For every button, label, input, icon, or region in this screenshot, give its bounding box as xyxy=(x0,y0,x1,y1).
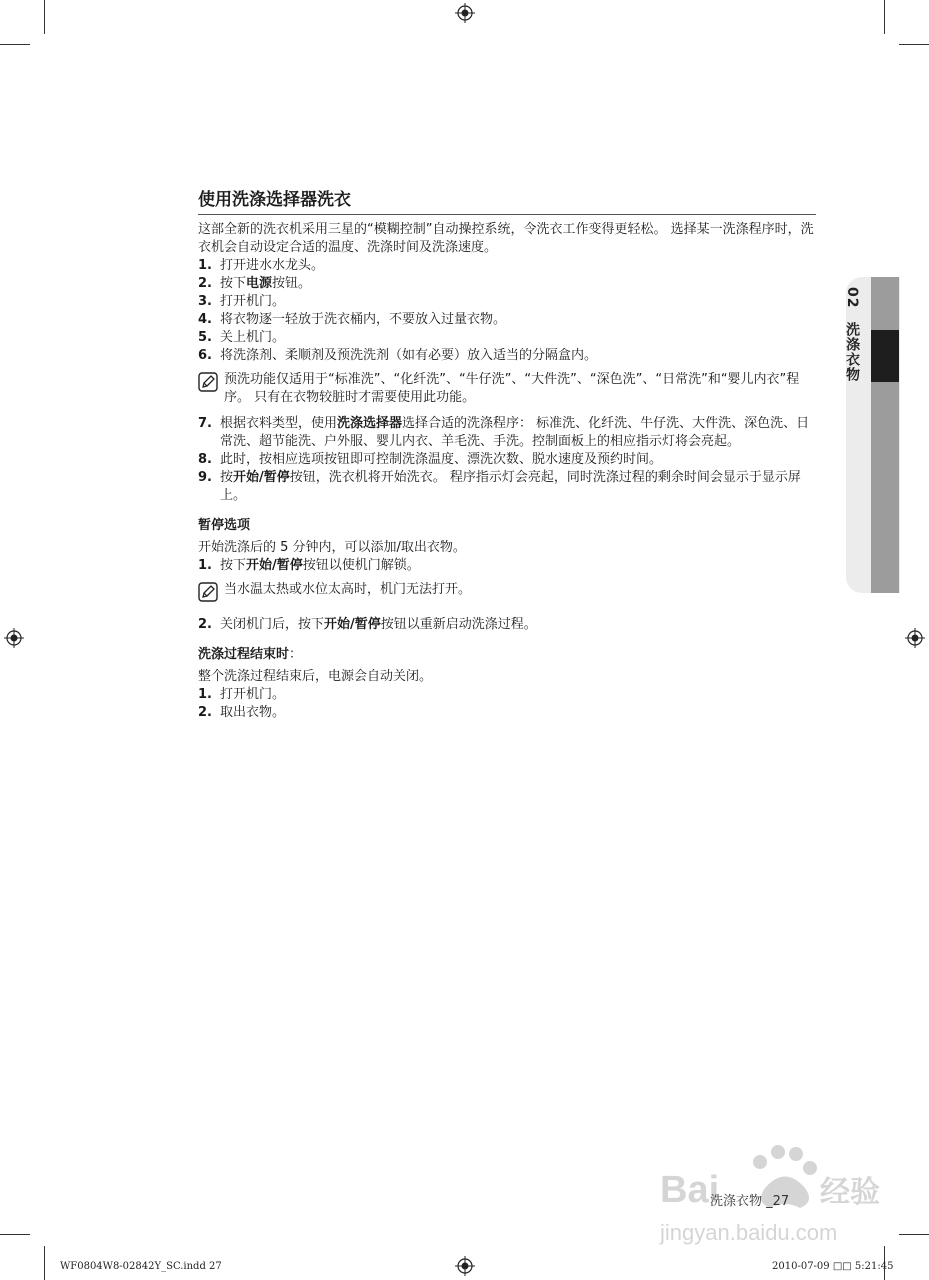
crop-mark xyxy=(44,1246,45,1280)
chapter-number: 02 xyxy=(844,287,860,309)
list-item: 1. 打开机门。 xyxy=(198,687,286,702)
list-item: 8. 此时，按相应选项按钮即可控制洗涤温度、漂洗次数、脱水速度及预约时间。 xyxy=(198,452,663,467)
registration-mark-icon xyxy=(905,628,925,648)
crop-mark xyxy=(884,0,885,34)
list-item: 3. 打开机门。 xyxy=(198,294,286,309)
crop-mark xyxy=(0,44,30,45)
registration-mark-icon xyxy=(455,1256,475,1276)
list-item: 2. 关闭机门后，按下开始/暂停按钮以重新启动洗涤过程。 xyxy=(198,617,537,632)
crop-mark xyxy=(44,0,45,34)
list-item: 1. 按下开始/暂停按钮以使机门解锁。 xyxy=(198,558,420,573)
list-item: 2. 按下电源按钮。 xyxy=(198,276,312,291)
note-box xyxy=(198,371,816,407)
section-title: 使用洗涤选择器洗衣 xyxy=(198,188,816,215)
crop-mark xyxy=(899,1234,929,1235)
list-item: 1. 打开进水水龙头。 xyxy=(198,258,325,273)
steps-list xyxy=(198,257,816,365)
crop-mark xyxy=(899,44,929,45)
svg-text:Bai: Bai xyxy=(660,1169,720,1211)
note-text: 当水温太热或水位太高时，机门无法打开。 xyxy=(224,582,472,597)
chapter-title: 洗涤衣物 xyxy=(844,322,860,383)
side-tab-strip xyxy=(871,277,899,593)
crop-mark xyxy=(0,1234,30,1235)
side-tab-marker xyxy=(871,330,899,382)
main-content xyxy=(198,188,816,722)
pause-heading: 暂停选项 xyxy=(198,518,251,533)
list-item: 2. 取出衣物。 xyxy=(198,705,286,720)
finish-heading: 洗涤过程结束时： xyxy=(198,647,303,662)
note-pencil-icon xyxy=(198,581,224,608)
list-item: 9. 按开始/暂停按钮，洗衣机将开始洗衣。 程序指示灯会亮起，同时洗涤过程的剩余时间会显示于显示屏上。 xyxy=(198,470,801,503)
list-item: 7. 根据衣料类型，使用洗涤选择器选择合适的洗涤程序： 标准洗、化纤洗、牛仔洗、大件洗、深色洗、日常洗、超节能洗、户外服、婴儿内衣、羊毛洗、手洗。控制面板上的相应指示灯将会亮起。 xyxy=(198,416,810,449)
steps-list-continued xyxy=(198,415,816,505)
registration-mark-icon xyxy=(455,3,475,23)
note-box xyxy=(198,581,816,608)
svg-text:jingyan.baidu.com: jingyan.baidu.com xyxy=(660,1220,838,1245)
registration-mark-icon xyxy=(4,628,24,648)
note-text: 预洗功能仅适用于“标准洗”、“化纤洗”、“牛仔洗”、“大件洗”、“深色洗”、“日常洗”和“婴儿内衣”程序。 只有在衣物较脏时才需要使用此功能。 xyxy=(224,372,800,405)
svg-text:经验: 经验 xyxy=(820,1176,880,1209)
side-tab-label xyxy=(842,287,862,382)
list-item: 6. 将洗涤剂、柔顺剂及预洗洗剂（如有必要）放入适当的分隔盒内。 xyxy=(198,348,598,363)
slug-timestamp: 2010-07-09 □□ 5:21:45 xyxy=(772,1261,894,1272)
slug-filename: WF0804W8-02842Y_SC.indd 27 xyxy=(60,1261,222,1272)
intro-paragraph: 这部全新的洗衣机采用三星的“模糊控制”自动操控系统，令洗衣工作变得更轻松。 选择某一洗涤程序时，洗衣机会自动设定合适的温度、洗涤时间及洗涤速度。 xyxy=(198,222,814,255)
list-item: 4. 将衣物逐一轻放于洗衣桶内，不要放入过量衣物。 xyxy=(198,312,507,327)
page-footer: 洗涤衣物 _27 xyxy=(710,1194,790,1209)
pause-text: 开始洗涤后的 5 分钟内，可以添加/取出衣物。 xyxy=(198,540,466,555)
note-pencil-icon xyxy=(198,371,224,407)
finish-text: 整个洗涤过程结束后，电源会自动关闭。 xyxy=(198,669,433,684)
list-item: 5. 关上机门。 xyxy=(198,330,286,345)
